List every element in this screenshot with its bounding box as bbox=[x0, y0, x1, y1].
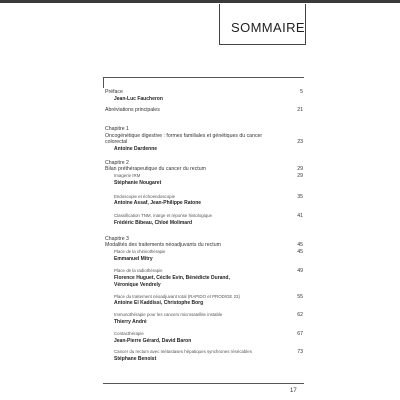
section-page: 73 bbox=[297, 349, 303, 355]
toc-page-preface: 5 bbox=[300, 89, 303, 95]
section-author-line: Florence Huguet, Cécile Evin, Bénédicte Durand, bbox=[114, 275, 230, 281]
section-page: 49 bbox=[297, 268, 303, 274]
section-page: 62 bbox=[297, 312, 303, 318]
section-author: Stéphanie Nougaret bbox=[114, 180, 162, 186]
section-author: Antoine El Kaddissi, Christophe Borg bbox=[114, 300, 204, 306]
section-author-line: Véronique Vendrely bbox=[114, 282, 161, 288]
toc-page-abbreviations: 21 bbox=[297, 107, 303, 113]
section-author: Emmanuel Mitry bbox=[114, 256, 153, 262]
chapter-1-title-line-2: colorectal bbox=[105, 139, 128, 145]
page-number: 17 bbox=[290, 388, 297, 394]
section-title: Classification TNM, marge et réponse histologique bbox=[114, 213, 213, 218]
section-author: Jean-Pierre Gérard, David Baron bbox=[114, 338, 192, 344]
section-page: 45 bbox=[297, 249, 303, 255]
section-title: Immunothérapie pour les cancers microsatellite instable bbox=[114, 312, 223, 317]
chapter-2-label: Chapitre 2 bbox=[105, 160, 129, 166]
chapter-3-page: 45 bbox=[297, 242, 303, 248]
footer-rule bbox=[103, 383, 304, 384]
section-page: 35 bbox=[297, 194, 303, 200]
section-page: 29 bbox=[297, 173, 303, 179]
section-page: 67 bbox=[297, 331, 303, 337]
section-title: Contacthérapie bbox=[114, 331, 144, 336]
chapter-3-title: Modalités des traitements néoadjuvants du rectum bbox=[105, 242, 221, 248]
section-author: Antoine Assaf, Jean-Philippe Ratone bbox=[114, 200, 202, 206]
section-author: Frédéric Bibeau, Chloé Molimard bbox=[114, 220, 193, 226]
page-title: SOMMAIRE bbox=[231, 20, 305, 35]
toc-author-preface: Jean-Luc Faucheron bbox=[114, 96, 163, 102]
chapter-3-label: Chapitre 3 bbox=[105, 236, 129, 242]
section-page: 41 bbox=[297, 213, 303, 219]
chapter-1-page: 23 bbox=[297, 139, 303, 145]
chapter-2-title: Bilan préthérapeutique du cancer du rectum bbox=[105, 166, 206, 172]
chapter-1-title-line-1: Oncogénétique digestive : formes familiales et génétiques du cancer bbox=[105, 133, 263, 139]
chapter-2-page: 29 bbox=[297, 166, 303, 172]
section-title: Place de la chimiothérapie bbox=[114, 249, 166, 254]
chapter-1-label: Chapitre 1 bbox=[105, 126, 129, 132]
margin-line bbox=[103, 77, 104, 88]
chapter-1-author: Antoine Dardenne bbox=[114, 146, 158, 152]
section-title: Cancer du rectum avec métastases hépatiques synchrones résécables bbox=[114, 349, 252, 354]
toc-label-abbreviations: Abréviations principales bbox=[105, 107, 160, 113]
section-title: Imagerie IRM bbox=[114, 173, 141, 178]
section-title: Endoscopie et échoendoscopie bbox=[114, 194, 176, 199]
section-page: 55 bbox=[297, 294, 303, 300]
section-author: Thierry André bbox=[114, 319, 147, 325]
toc-label-preface: Préface bbox=[105, 89, 123, 95]
section-title: Place du traitement néoadjuvant total (RAPIDO et PRODIGE 23) bbox=[114, 294, 240, 299]
top-bar bbox=[0, 0, 400, 3]
section-title: Place de la radiothérapie bbox=[114, 268, 163, 273]
header-rule bbox=[103, 77, 304, 78]
section-author: Stéphane Benoist bbox=[114, 356, 157, 362]
